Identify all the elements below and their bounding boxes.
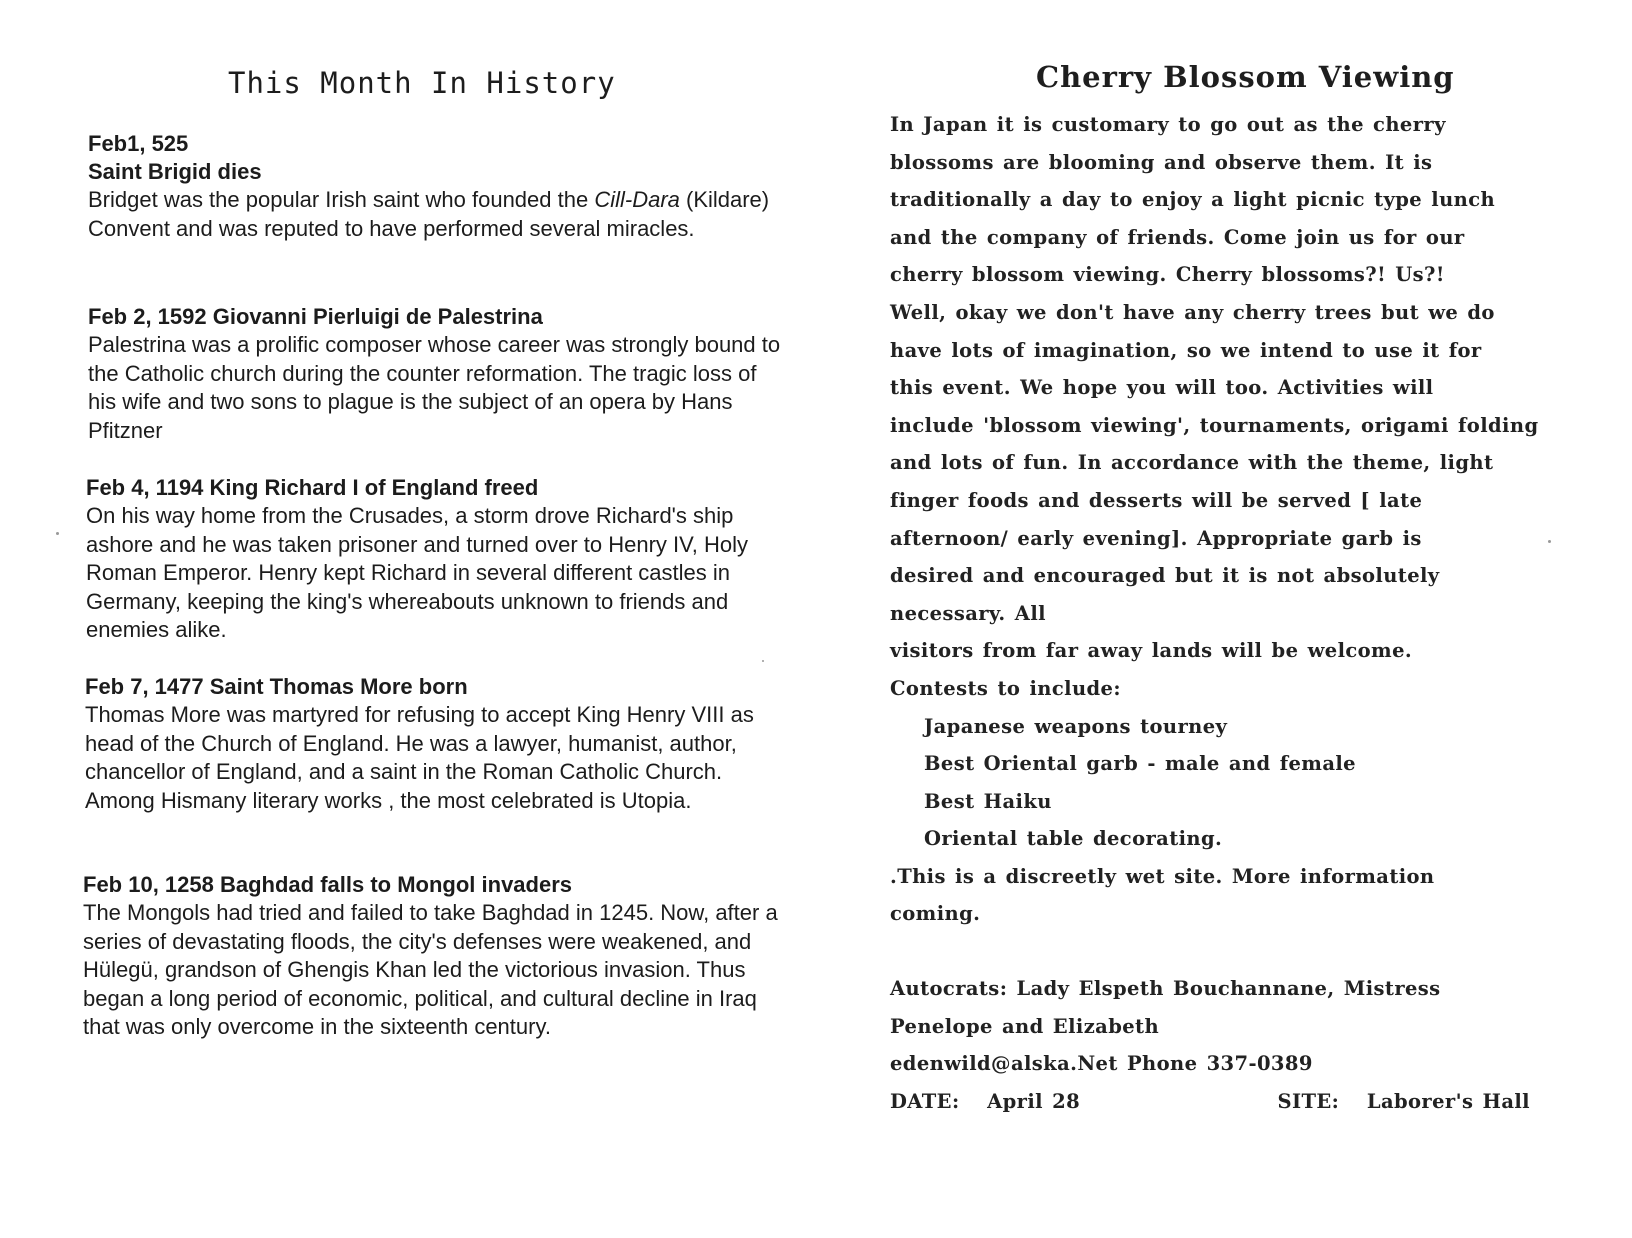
- contests-heading: Contests to include:: [890, 676, 1121, 700]
- autocrats-line: Autocrats: Lady Elspeth Bouchannane, Mistress: [890, 977, 1441, 1001]
- contest-item: Best Oriental garb - male and female: [924, 752, 1356, 776]
- contest-item: Best Haiku: [924, 789, 1052, 813]
- entry-body: Palestrina was a prolific composer whose career was strongly bound to the Catholic church during the counter reformation. The tragic loss of his wife and two sons to plague is the subject of an opera by Hans Pfitzner: [88, 332, 781, 443]
- intro-line: this event. We hope you will too. Activities will: [890, 376, 1434, 400]
- intro-line: visitors from far away lands will be welcome.: [890, 639, 1413, 663]
- event-title: Cherry Blossom Viewing: [1036, 60, 1455, 94]
- entry-body: Thomas More was martyred for refusing to accept King Henry VIII as head of the Church of England. He was a lawyer, humanist, author, chancellor of England, and a saint in the Roman Catholic Church. Among Hismany literary works , the most celebrated is Utopia.: [85, 702, 754, 813]
- intro-line: afternoon/ early evening]. Appropriate garb is: [890, 526, 1422, 550]
- entry-body: On his way home from the Crusades, a storm drove Richard's ship ashore and he was taken prisoner and turned over to Henry IV, Holy Roman Emperor. Henry kept Richard in several different castles in Germany, keeping the king's whereabouts unknown to friends and enemies alike.: [86, 503, 749, 642]
- entry-heading: Feb 2, 1592 Giovanni Pierluigi de Palestrina: [88, 304, 543, 329]
- intro-line: blossoms are blooming and observe them. It is: [890, 150, 1433, 174]
- entry-body-text: (Kildare) Convent and was reputed to have performed several miracles.: [88, 187, 770, 241]
- history-entry-3: [86, 474, 786, 645]
- entry-body-italic: Cill-Dara: [594, 187, 680, 212]
- event-site: SITE: Laborer's Hall: [1277, 1089, 1530, 1113]
- right-page: [816, 0, 1632, 1238]
- site-note-line: .This is a discreetly wet site. More information: [890, 864, 1435, 888]
- date-site-row: [890, 1083, 1580, 1121]
- history-entry-5: [83, 871, 783, 1042]
- scan-speck: [1548, 540, 1551, 543]
- spacer: [890, 933, 1580, 970]
- entry-heading: Feb 10, 1258 Baghdad falls to Mongol invaders: [83, 872, 573, 897]
- entry-date: Feb1, 525: [88, 131, 189, 156]
- intro-line: finger foods and desserts will be served [ late: [890, 488, 1423, 512]
- history-title: This Month In History: [228, 66, 616, 100]
- intro-line: cherry blossom viewing. Cherry blossoms?! Us?!: [890, 263, 1445, 287]
- entry-body: [88, 186, 788, 243]
- history-entry-1: [88, 130, 788, 243]
- scan-speck: [56, 532, 59, 535]
- intro-line: and lots of fun. In accordance with the theme, light: [890, 451, 1494, 475]
- intro-line: Well, okay we don't have any cherry trees but we do: [890, 300, 1495, 324]
- intro-line: and the company of friends. Come join us for our: [890, 225, 1465, 249]
- entry-heading: Feb 4, 1194 King Richard I of England freed: [86, 475, 539, 500]
- entry-body: The Mongols had tried and failed to take Baghdad in 1245. Now, after a series of devastating floods, the city's defenses were weakened, and Hülegü, grandson of Ghengis Khan led the victorious invasion. Thus began a long period of economic, political, and cultural decline in Iraq that was only overcome in the sixteenth century.: [83, 900, 778, 1039]
- intro-line: necessary. All: [890, 601, 1046, 625]
- intro-line: have lots of imagination, so we intend to use it for: [890, 338, 1482, 362]
- history-entry-4: [85, 673, 785, 815]
- history-entry-2: [88, 303, 788, 445]
- event-flyer-text: [890, 106, 1580, 1120]
- intro-line: include 'blossom viewing', tournaments, origami folding: [890, 413, 1539, 437]
- contest-item: Japanese weapons tourney: [924, 714, 1228, 738]
- intro-line: desired and encouraged but it is not absolutely: [890, 564, 1440, 588]
- contest-item: Oriental table decorating.: [924, 827, 1223, 851]
- contact-line: edenwild@alska.Net Phone 337-0389: [890, 1052, 1313, 1076]
- entry-body-text: Bridget was the popular Irish saint who founded the: [88, 187, 595, 212]
- site-note-line: coming.: [890, 902, 981, 926]
- entry-heading: Saint Brigid dies: [88, 159, 262, 184]
- autocrats-line: Penelope and Elizabeth: [890, 1014, 1160, 1038]
- scan-speck: [762, 660, 764, 662]
- event-date: DATE: April 28: [890, 1089, 1081, 1113]
- intro-line: traditionally a day to enjoy a light picnic type lunch: [890, 188, 1496, 212]
- intro-line: In Japan it is customary to go out as the cherry: [890, 113, 1446, 136]
- entry-heading: Feb 7, 1477 Saint Thomas More born: [85, 674, 468, 699]
